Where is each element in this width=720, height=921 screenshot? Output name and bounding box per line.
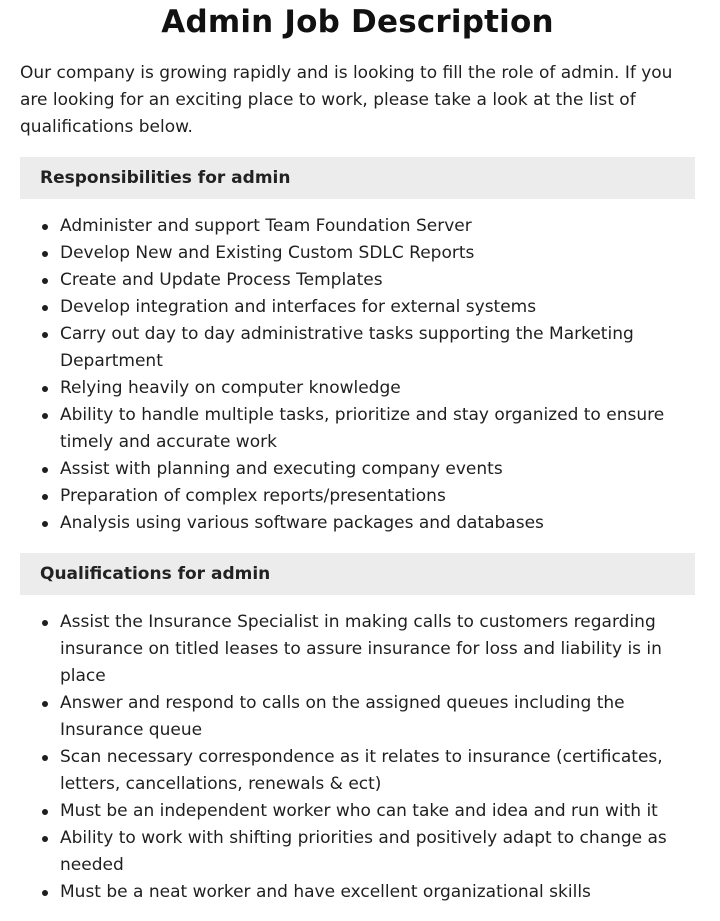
list-item: Analysis using various software packages and databases (60, 510, 695, 537)
list-item: Assist with planning and executing company events (60, 456, 695, 483)
page-title: Admin Job Description (161, 4, 554, 40)
responsibilities-heading: Responsibilities for admin (20, 157, 695, 199)
qualifications-heading: Qualifications for admin (20, 553, 695, 595)
list-item: Must be a neat worker and have excellent organizational skills (60, 879, 695, 906)
list-item: Ability to work with shifting priorities and positively adapt to change as needed (60, 825, 695, 879)
responsibilities-list (20, 213, 695, 537)
list-item: Scan necessary correspondence as it relates to insurance (certificates, letters, cancellations, renewals & ect) (60, 744, 695, 798)
list-item: Ability to handle multiple tasks, prioritize and stay organized to ensure timely and accurate work (60, 402, 695, 456)
list-item: Develop integration and interfaces for external systems (60, 294, 695, 321)
list-item: Answer and respond to calls on the assigned queues including the Insurance queue (60, 690, 695, 744)
list-item: Administer and support Team Foundation Server (60, 213, 695, 240)
list-item: Relying heavily on computer knowledge (60, 375, 695, 402)
list-item: Carry out day to day administrative tasks supporting the Marketing Department (60, 321, 695, 375)
list-item: Develop New and Existing Custom SDLC Reports (60, 240, 695, 267)
list-item: Assist the Insurance Specialist in making calls to customers regarding insurance on titled leases to assure insurance for loss and liability is in place (60, 609, 695, 690)
qualifications-list (20, 609, 695, 906)
list-item: Preparation of complex reports/presentations (60, 483, 695, 510)
list-item: Create and Update Process Templates (60, 267, 695, 294)
list-item: Must be an independent worker who can take and idea and run with it (60, 798, 695, 825)
intro-paragraph: Our company is growing rapidly and is looking to fill the role of admin. If you are looking for an exciting place to work, please take a look at the list of qualifications below. (20, 63, 673, 137)
